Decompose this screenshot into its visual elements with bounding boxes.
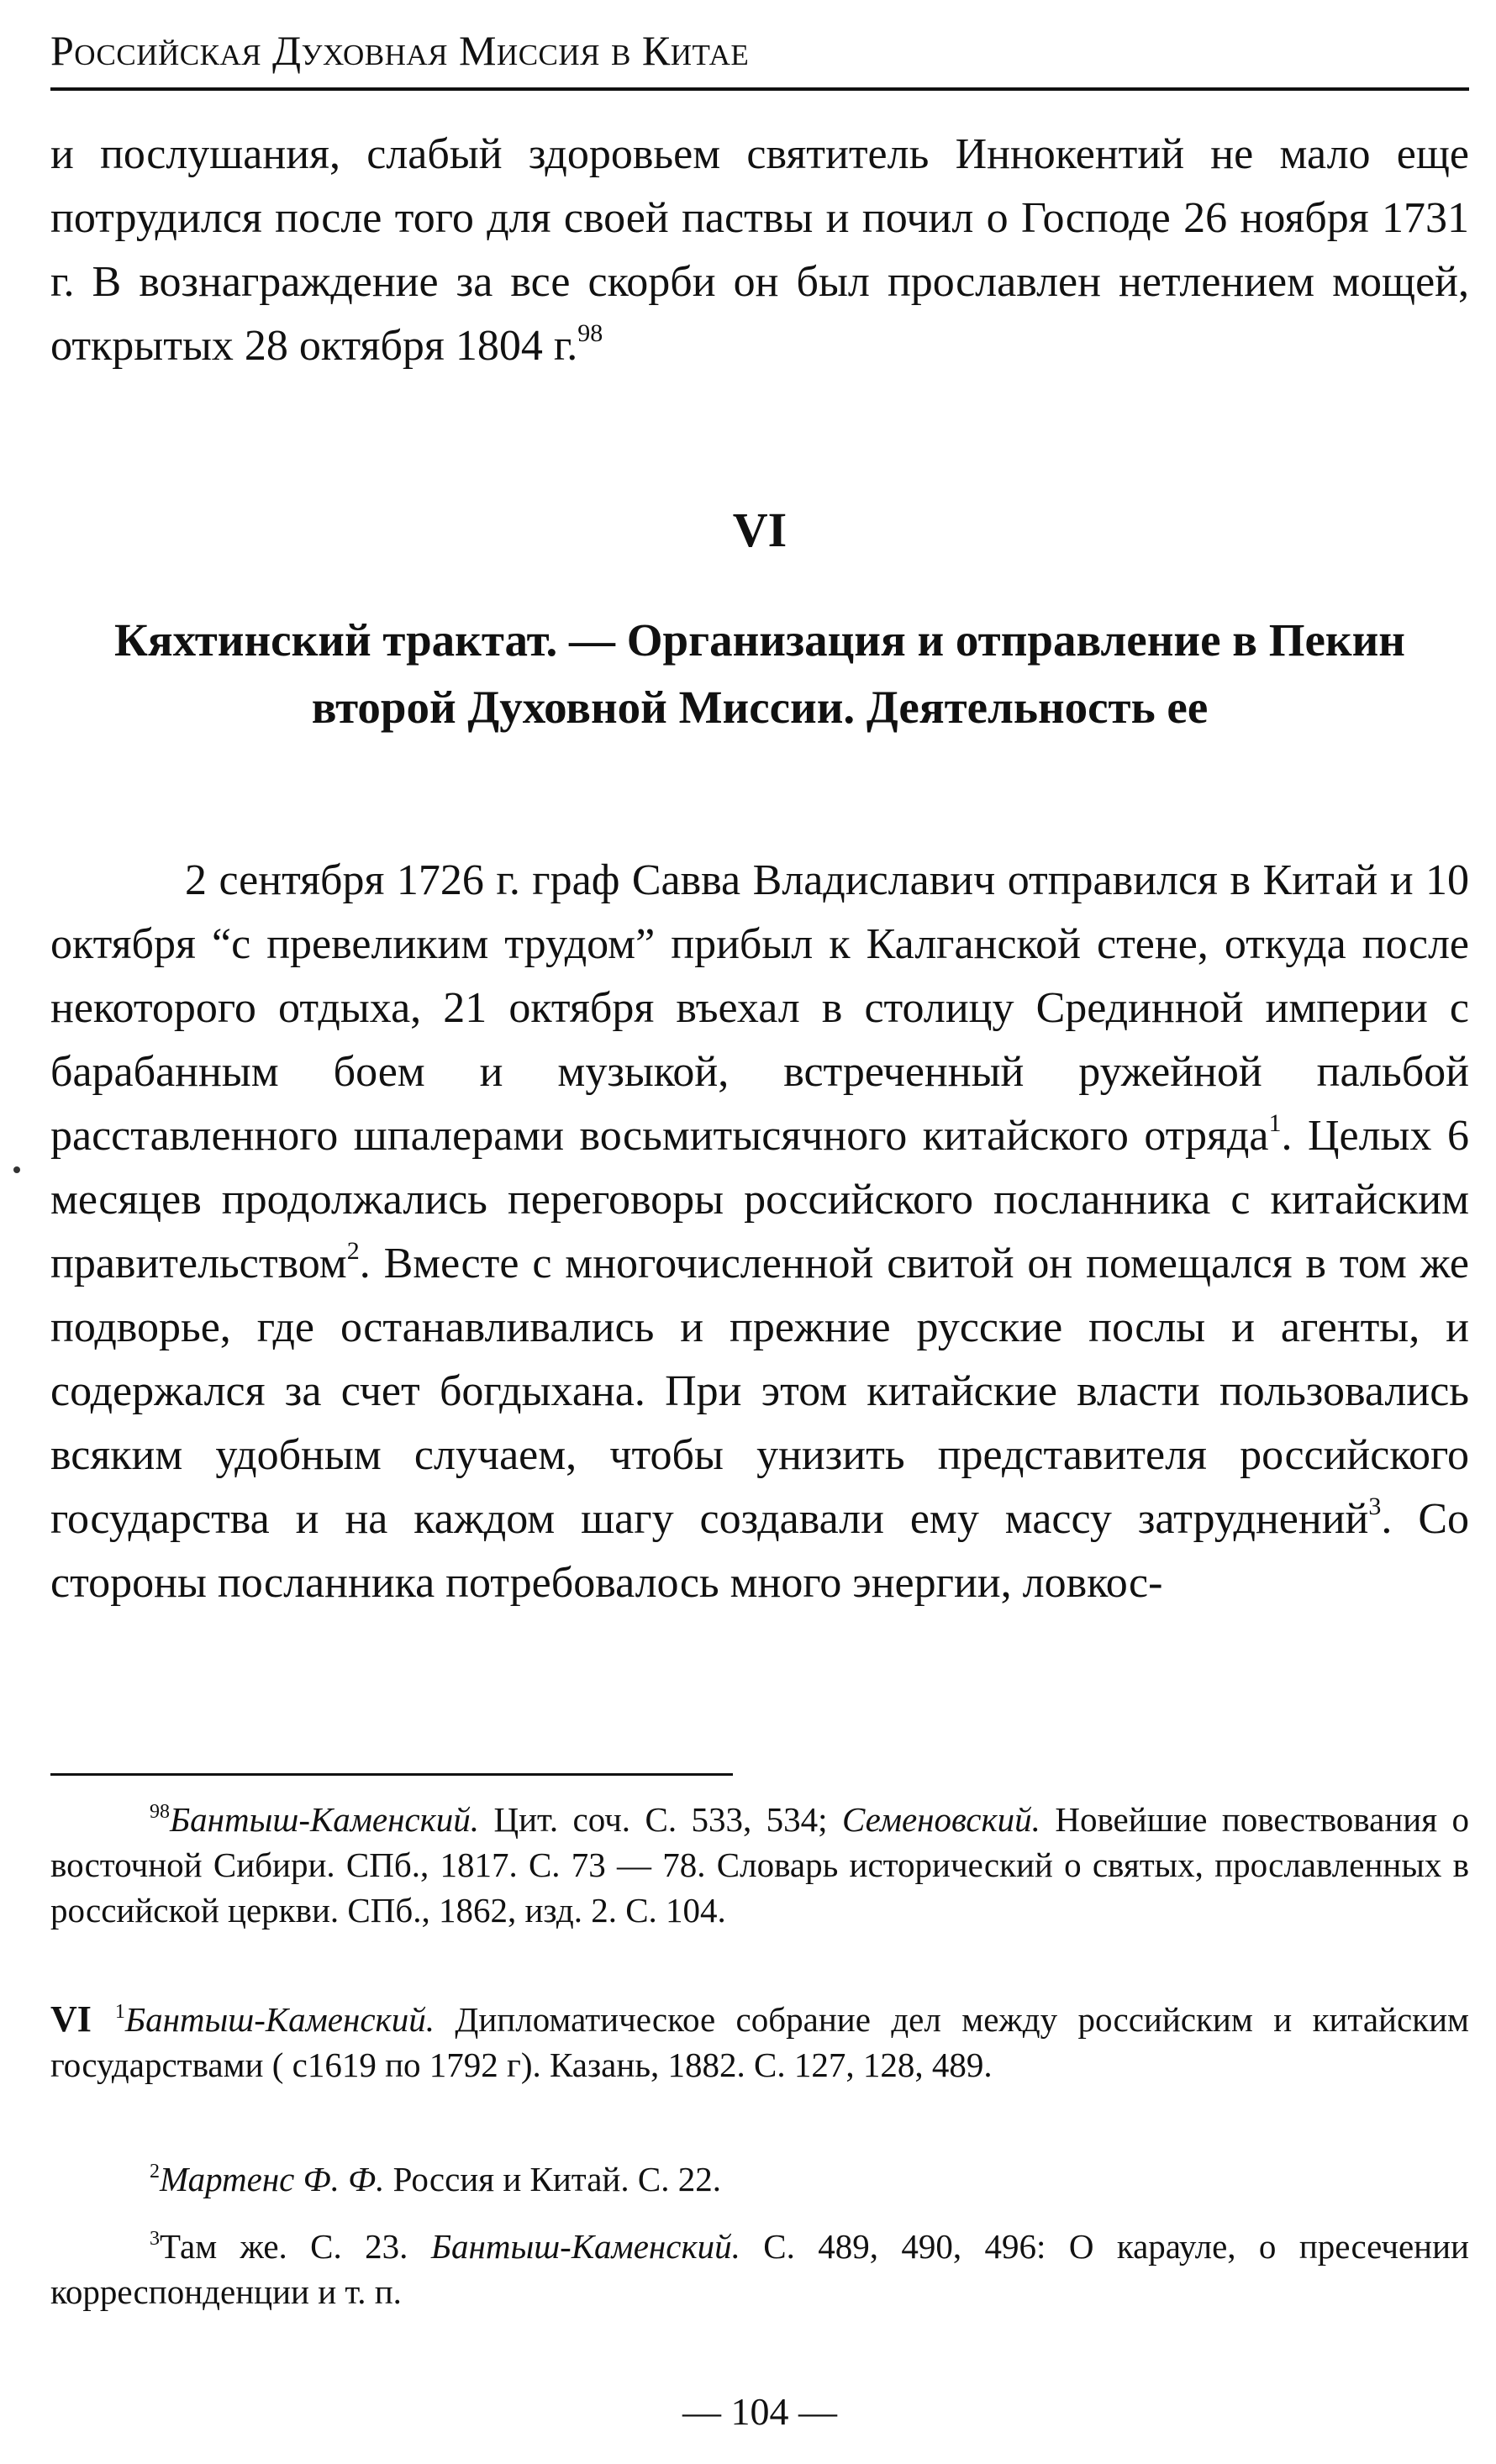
footnote-2-text: Россия и Китай. С. 22. <box>384 2160 721 2198</box>
footnote-3-text1: Там же. С. 23. <box>160 2227 431 2266</box>
footnote-mark-98: 98 <box>150 1801 170 1823</box>
footnote-98-author1: Бантыш-Каменский. <box>170 1800 480 1839</box>
footnote-mark-2: 2 <box>150 2161 160 2182</box>
main-paragraph-part1: 2 сентября 1726 г. граф Савва Владиславич отправился в Китай и 10 октября “с превеликим трудом” прибыл к Калганской стене, откуда после некоторого отдыха, 21 октября въехал в столицу Срединной империи с барабанным боем и музыкой, встреченный ружейной пальбой расставленного шпалерами восьмитысячного китайского отряда <box>50 856 1469 1160</box>
footnote-98-text2: Новейшие повествования о восточной Сибири. СПб., 1817. С. 73 — 78. Словарь исторический о святых, прославленных в российской церкви. СПб., 1862, изд. 2. С. 104. <box>50 1800 1469 1930</box>
footnote-mark-1: 1 <box>114 2001 125 2023</box>
footnote-chapter-label: VI <box>50 1998 92 2040</box>
footnote-ref-98[interactable]: 98 <box>577 319 603 347</box>
footnote-98-author2: Семеновский. <box>842 1800 1040 1839</box>
footnote-mark-3: 3 <box>150 2228 160 2250</box>
footnote-ref-1[interactable]: 1 <box>1268 1109 1282 1137</box>
footnote-98-text1: Цит. соч. С. 533, 534; <box>479 1800 843 1839</box>
footnote-2 <box>50 2156 1469 2202</box>
footnote-3-author: Бантыш-Каменский. <box>430 2227 740 2266</box>
main-paragraph-part2: . Целых 6 месяцев продолжались переговоры российского посланника с китайским правительством <box>50 1112 1469 1287</box>
footnote-3-text2: С. 489, 490, 496: О карауле, о пресечении корреспонденции и т. п. <box>50 2227 1469 2311</box>
chapter-number: VI <box>732 503 788 557</box>
footnote-ref-2[interactable]: 2 <box>346 1237 360 1265</box>
main-paragraph-part4: . Со стороны посланника потребовалось много энергии, ловкос- <box>50 1495 1470 1607</box>
footnote-1-text: Дипломатическое собрание дел между российским и китайским государствами ( с1619 по 1792 г). Казань, 1882. С. 127, 128, 489. <box>50 2000 1469 2084</box>
footnote-3 <box>50 2224 1469 2314</box>
running-head: Российская Духовная Миссия в Китае <box>50 27 750 74</box>
page-number: — 104 — <box>682 2390 837 2433</box>
footnote-1-author: Бантыш-Каменский. <box>124 2000 435 2039</box>
footnote-2-author: Мартенс Ф. Ф. <box>160 2160 385 2198</box>
margin-dot <box>13 1166 20 1173</box>
main-paragraph-part3: . Вместе с многочисленной свитой он помещался в том же подворье, где останавливались и прежние русские послы и агенты, и содержался за счет богдыхана. При этом китайские власти пользовались всяким удобным случаем, чтобы унизить представителя российского государства и на каждом шагу создавали ему массу затруднений <box>50 1240 1469 1543</box>
chapter-title: Кяхтинский трактат. — Организация и отправление в Пекин второй Духовной Миссии. Деятельность ее <box>114 614 1405 733</box>
header-rule <box>50 87 1469 91</box>
footnotes-rule <box>50 1773 733 1776</box>
footnote-1 <box>50 1997 1469 2088</box>
footnote-98 <box>50 1797 1469 1933</box>
continued-paragraph-text: и послушания, слабый здоровьем святитель Иннокентий не мало еще потрудился после того для своей паствы и почил о Господе 26 ноября 1731 г. В вознаграждение за все скорби он был прославлен нетлением мощей, открытых 28 октября 1804 г. <box>50 130 1469 370</box>
continued-paragraph <box>50 123 1469 378</box>
footnote-ref-3[interactable]: 3 <box>1368 1493 1382 1520</box>
main-paragraph <box>50 849 1469 1615</box>
